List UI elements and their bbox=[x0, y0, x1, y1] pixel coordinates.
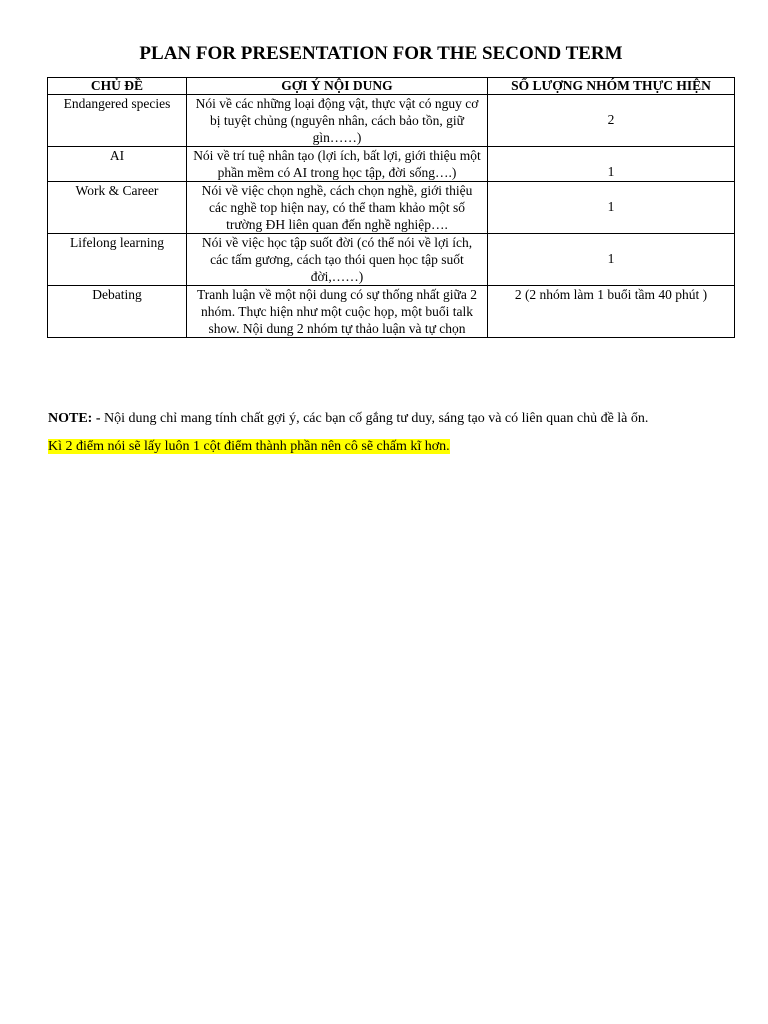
cell-content: Nói về việc chọn nghề, cách chọn nghề, giới thiệu các nghề top hiện nay, có thể tham khảo một số trường ĐH liên quan đến nghề nghiệp…. bbox=[187, 182, 488, 234]
note-paragraph bbox=[48, 410, 738, 428]
table-row bbox=[48, 286, 735, 338]
cell-content: Nói về việc học tập suốt đời (có thể nói về lợi ích, các tấm gương, cách tạo thói quen học tập suốt đời,……) bbox=[187, 234, 488, 286]
header-topic: CHỦ ĐỀ bbox=[48, 78, 187, 95]
header-content-suggestion: GỢI Ý NỘI DUNG bbox=[187, 78, 488, 95]
cell-topic: Endangered species bbox=[48, 95, 187, 147]
cell-topic: Work & Career bbox=[48, 182, 187, 234]
presentation-plan-table bbox=[47, 77, 735, 338]
cell-group-count: 2 (2 nhóm làm 1 buổi tầm 40 phút ) bbox=[488, 286, 735, 338]
table-row bbox=[48, 95, 735, 147]
cell-content: Tranh luận về một nội dung có sự thống nhất giữa 2 nhóm. Thực hiện như một cuộc họp, một buổi talk show. Nội dung 2 nhóm tự thảo luận và tự chọn bbox=[187, 286, 488, 338]
header-group-count: SỐ LƯỢNG NHÓM THỰC HIỆN bbox=[488, 78, 735, 95]
table-row bbox=[48, 234, 735, 286]
note-label: NOTE: - bbox=[48, 411, 101, 426]
cell-group-count: 1 bbox=[488, 147, 735, 182]
highlighted-note bbox=[48, 438, 450, 456]
cell-content: Nói về trí tuệ nhân tạo (lợi ích, bất lợi, giới thiệu một phần mềm có AI trong học tập, đời sống….) bbox=[187, 147, 488, 182]
table-row bbox=[48, 182, 735, 234]
table-row bbox=[48, 147, 735, 182]
cell-topic: Lifelong learning bbox=[48, 234, 187, 286]
page-title: PLAN FOR PRESENTATION FOR THE SECOND TERM bbox=[139, 43, 623, 64]
cell-topic: Debating bbox=[48, 286, 187, 338]
table-header-row bbox=[48, 78, 735, 95]
cell-group-count: 1 bbox=[488, 234, 735, 286]
cell-group-count: 1 bbox=[488, 182, 735, 234]
note-text: Nội dung chỉ mang tính chất gợi ý, các bạn cố gắng tư duy, sáng tạo và có liên quan chủ đề là ổn. bbox=[100, 411, 649, 426]
cell-group-count: 2 bbox=[488, 95, 735, 147]
cell-content: Nói về các những loại động vật, thực vật có nguy cơ bị tuyệt chủng (nguyên nhân, cách bảo tồn, giữ gìn……) bbox=[187, 95, 488, 147]
cell-topic: AI bbox=[48, 147, 187, 182]
highlighted-note-text: Kì 2 điểm nói sẽ lấy luôn 1 cột điểm thành phần nên cô sẽ chấm kĩ hơn. bbox=[48, 439, 450, 454]
